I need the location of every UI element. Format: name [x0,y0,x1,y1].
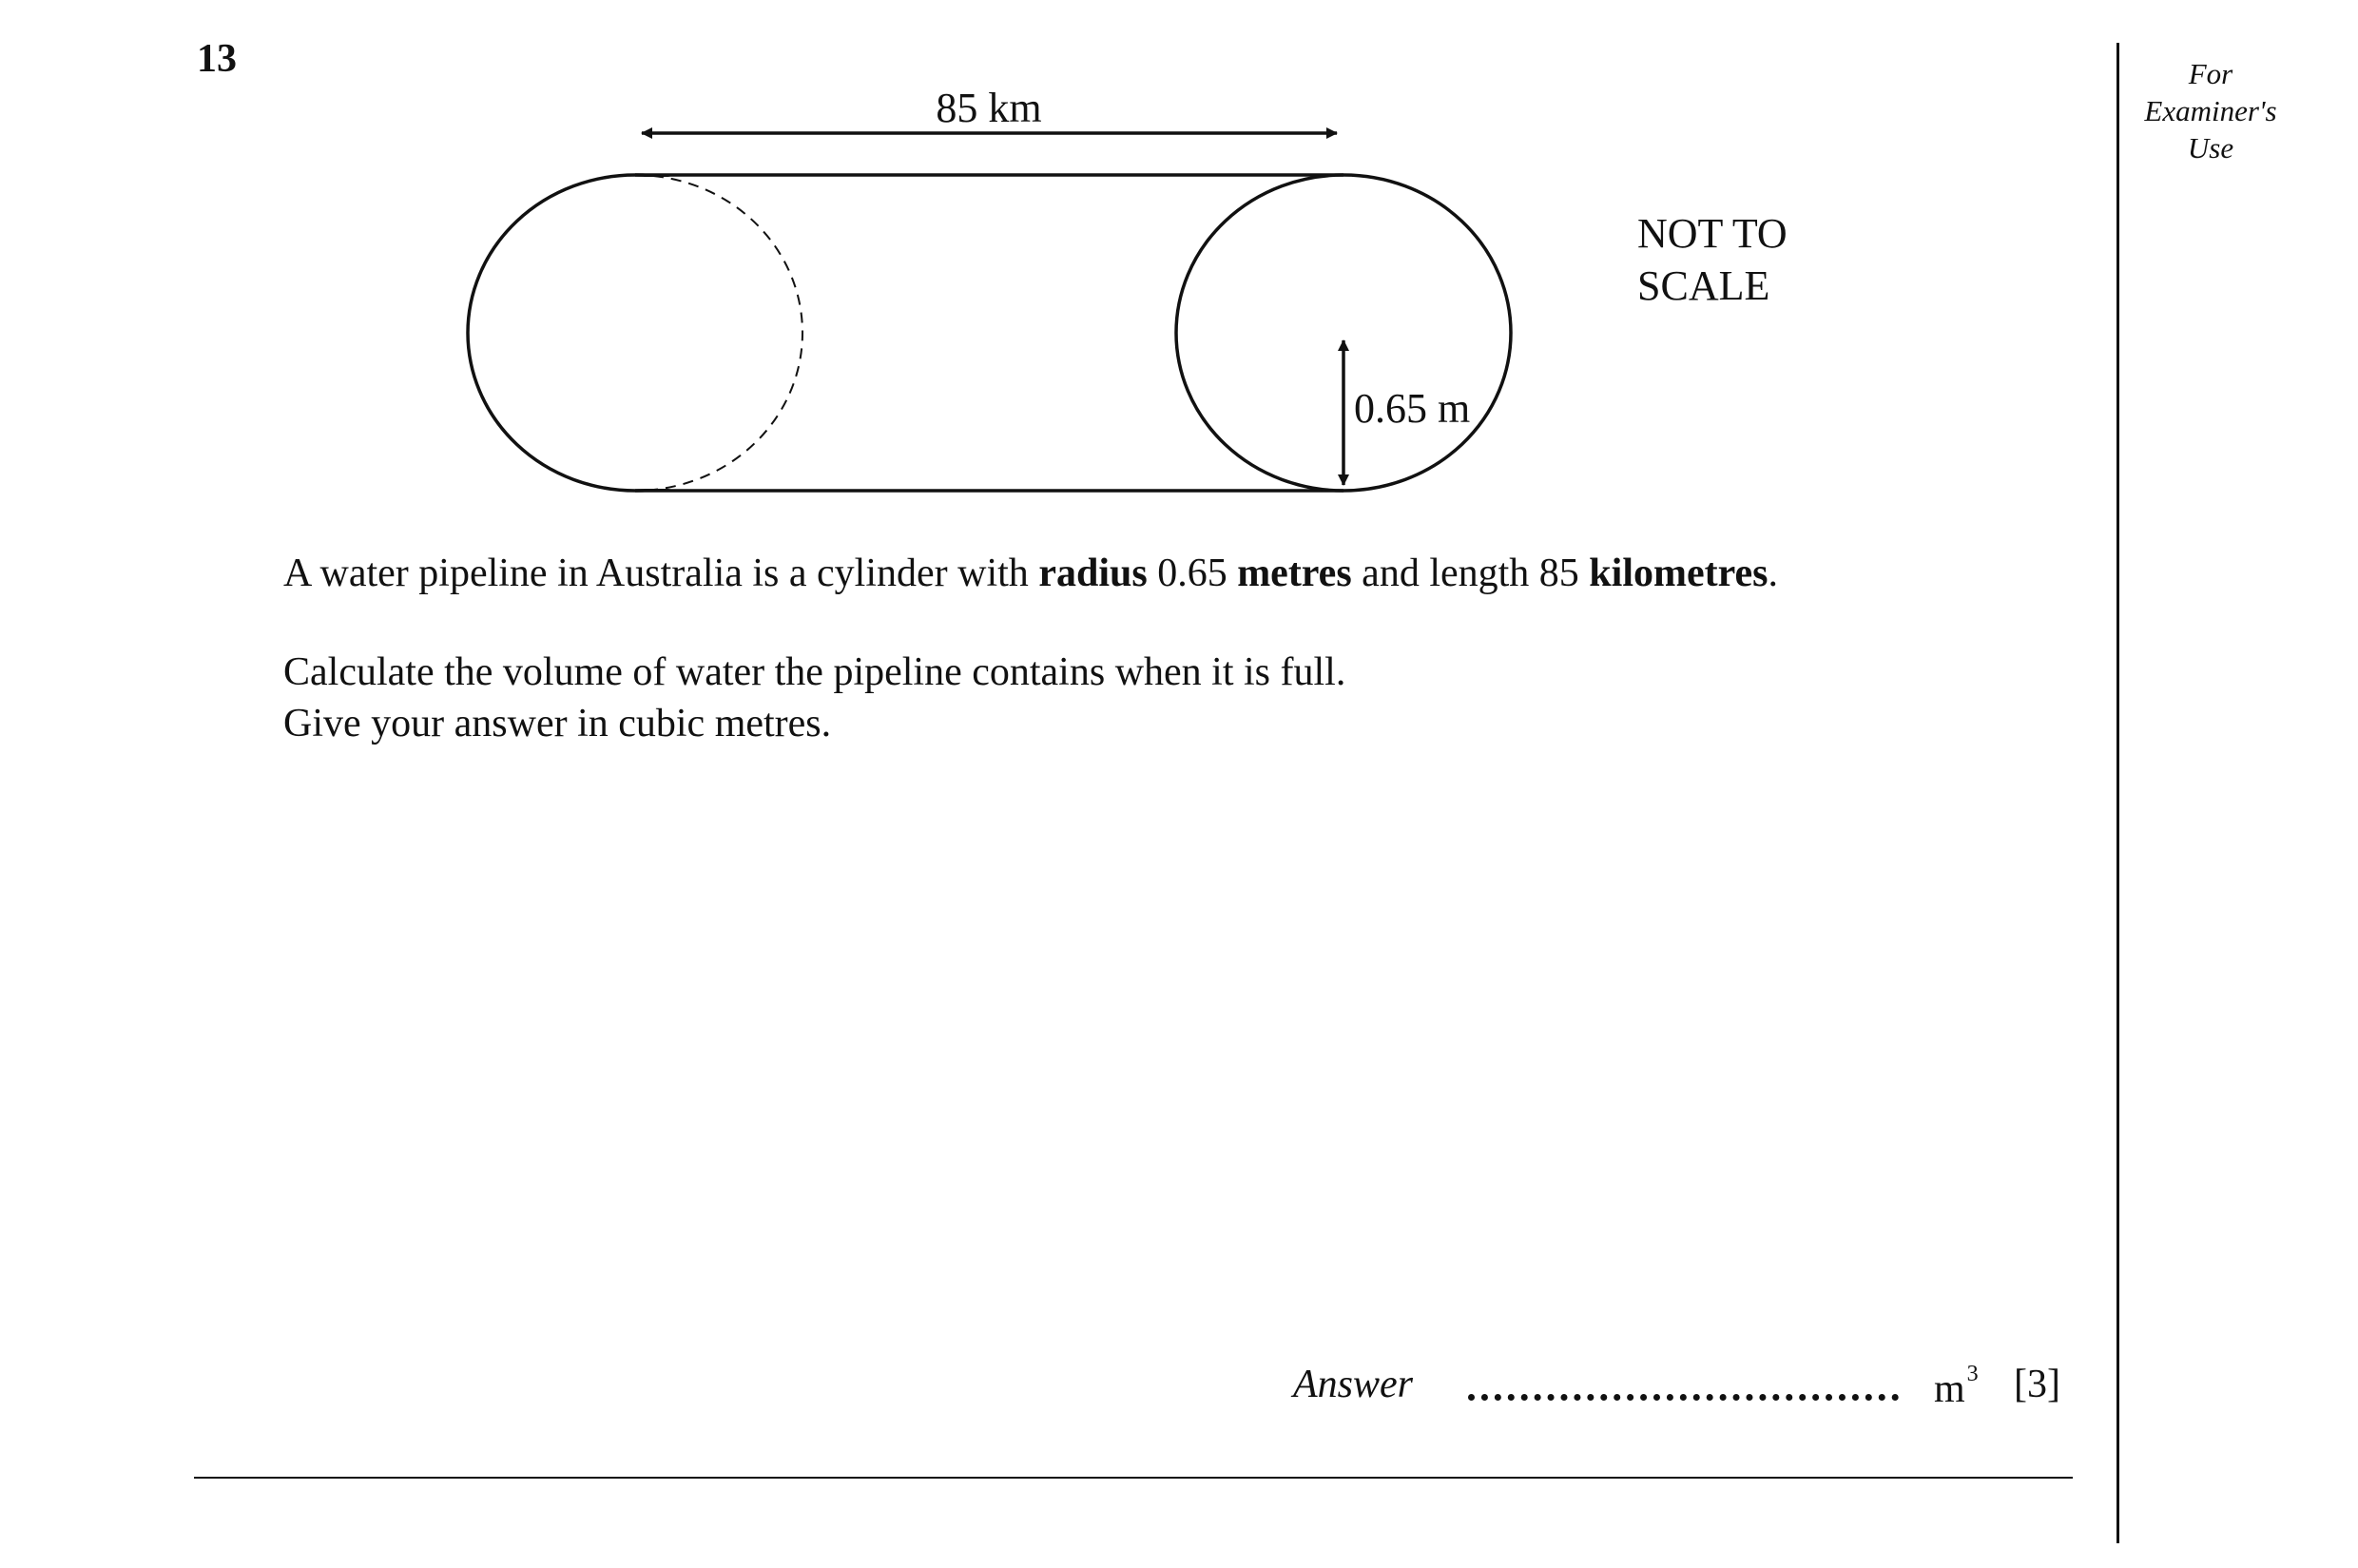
length-label: 85 km [936,85,1042,131]
answer-unit-power: 3 [1966,1362,1979,1386]
question-statement [283,548,1778,599]
radius-label: 0.65 m [1354,385,1471,432]
note-line-1: NOT TO [1637,210,1788,257]
question-instruction [283,647,1345,749]
statement-text-4: . [1768,552,1778,595]
answer-row [0,1362,2116,1419]
statement-text-2: 0.65 [1147,552,1238,595]
answer-unit [1934,1362,1979,1412]
statement-bold-kilometres: kilometres [1589,552,1768,595]
pipeline-diagram [0,0,2358,532]
statement-bold-radius: radius [1038,552,1148,595]
statement-text-1: A water pipeline in Australia is a cylinder with [283,552,1039,595]
note-line-2: SCALE [1637,262,1770,309]
marks-label: [3] [2014,1363,2060,1406]
examiner-line-2: Examiner's [2144,94,2277,127]
bottom-rule [194,1477,2073,1479]
instruction-line-2: Give your answer in cubic metres. [283,702,832,745]
statement-bold-metres: metres [1237,552,1352,595]
answer-label: Answer [1293,1363,1413,1406]
statement-text-3: and length 85 [1351,552,1590,595]
answer-unit-base: m [1934,1367,1965,1411]
answer-line[interactable] [1468,1394,1899,1401]
question-number: 13 [197,37,237,81]
instruction-line-1: Calculate the volume of water the pipeline contains when it is full. [283,650,1346,694]
examiner-line-1: For [2188,57,2233,90]
examiner-line-3: Use [2187,131,2234,165]
not-to-scale-note [1637,207,1788,312]
